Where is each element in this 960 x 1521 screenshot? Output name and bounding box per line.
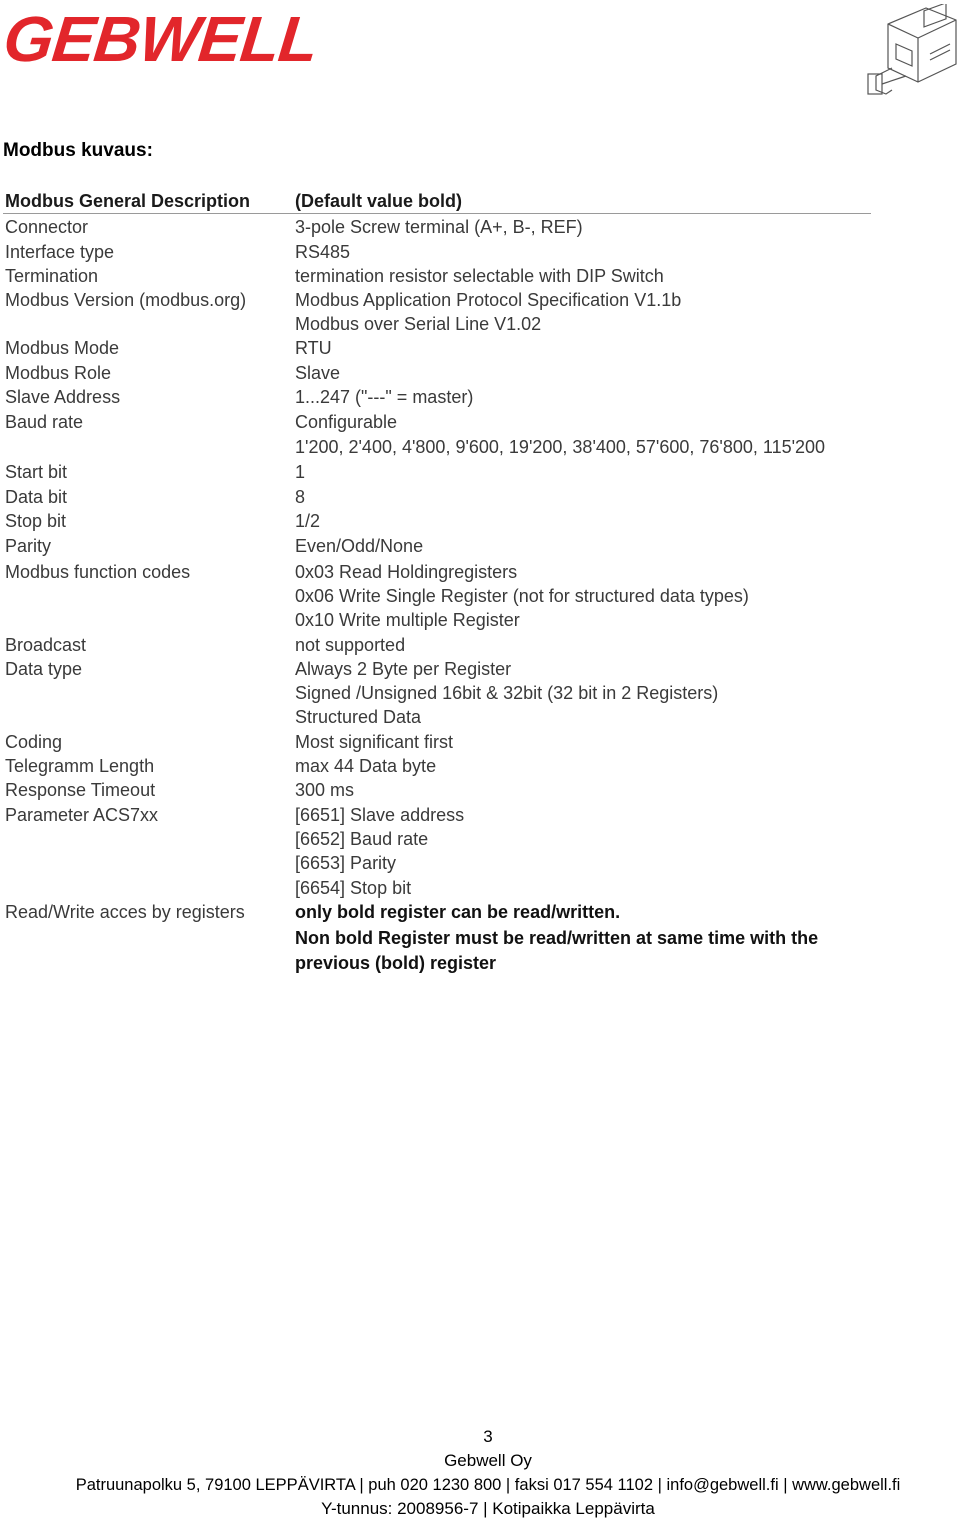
row-label-response-timeout: Response Timeout — [5, 780, 156, 800]
row-value-coding: Most significant first — [295, 732, 454, 752]
table-header-left: Modbus General Description — [5, 191, 251, 211]
row-value-start-bit: 1 — [295, 462, 306, 482]
row-value-baud-rate-1: Configurable — [295, 412, 398, 432]
row-label-baud-rate: Baud rate — [5, 412, 84, 432]
row-value-data-type-3: Structured Data — [295, 707, 422, 727]
row-label-start-bit: Start bit — [5, 462, 68, 482]
row-value-parameter-1: [6651] Slave address — [295, 805, 465, 825]
row-value-telegramm-length: max 44 Data byte — [295, 756, 437, 776]
page-number: 3 — [483, 1427, 493, 1446]
row-label-parameter-acs7xx: Parameter ACS7xx — [5, 805, 159, 825]
row-label-modbus-mode: Modbus Mode — [5, 338, 120, 358]
row-value-parameter-2: [6652] Baud rate — [295, 829, 429, 849]
row-value-data-type-2: Signed /Unsigned 16bit & 32bit (32 bit in 2 Registers) — [295, 683, 719, 703]
row-value-function-code-2: 0x06 Write Single Register (not for structured data types) — [295, 586, 749, 606]
page-title: Modbus kuvaus: — [3, 140, 153, 161]
header-divider — [3, 213, 871, 214]
row-value-data-type-1: Always 2 Byte per Register — [295, 659, 512, 679]
row-label-modbus-role: Modbus Role — [5, 363, 112, 383]
row-label-data-bit: Data bit — [5, 487, 68, 507]
row-label-data-type: Data type — [5, 659, 83, 679]
row-value-stop-bit: 1/2 — [295, 511, 321, 531]
footer-contact: Patruunapolku 5, 79100 LEPPÄVIRTA | puh 020 1230 800 | faksi 017 554 1102 | info@gebwell.fi | www.gebwell.fi — [75, 1476, 901, 1494]
row-label-termination: Termination — [5, 266, 99, 286]
row-value-modbus-version-1: Modbus Application Protocol Specification V1.1b — [295, 290, 682, 310]
row-value-function-code-1: 0x03 Read Holdingregisters — [295, 562, 518, 582]
row-value-modbus-mode: RTU — [295, 338, 332, 358]
row-value-read-write-1: only bold register can be read/written. — [295, 902, 621, 922]
row-label-modbus-version: Modbus Version (modbus.org) — [5, 290, 247, 310]
row-value-function-code-3: 0x10 Write multiple Register — [295, 610, 520, 630]
row-value-data-bit: 8 — [295, 487, 306, 507]
row-value-slave-address: 1...247 ("---" = master) — [295, 387, 474, 407]
row-value-parity: Even/Odd/None — [295, 536, 424, 556]
row-value-connector: 3-pole Screw terminal (A+, B-, REF) — [295, 217, 583, 237]
row-label-read-write: Read/Write acces by registers — [5, 902, 245, 922]
row-value-read-write-2: Non bold Register must be read/written at same time with the — [295, 928, 819, 948]
row-value-termination: termination resistor selectable with DIP Switch — [295, 266, 664, 286]
row-value-broadcast: not supported — [295, 635, 406, 655]
row-label-slave-address: Slave Address — [5, 387, 121, 407]
row-label-interface-type: Interface type — [5, 242, 115, 262]
row-value-interface-type: RS485 — [295, 242, 351, 262]
row-label-stop-bit: Stop bit — [5, 511, 67, 531]
row-value-baud-rate-2: 1'200, 2'400, 4'800, 9'600, 19'200, 38'400, 57'600, 76'800, 115'200 — [295, 437, 826, 457]
row-label-coding: Coding — [5, 732, 63, 752]
row-label-parity: Parity — [5, 536, 52, 556]
row-label-telegramm-length: Telegramm Length — [5, 756, 155, 776]
row-value-parameter-3: [6653] Parity — [295, 853, 397, 873]
row-value-modbus-role: Slave — [295, 363, 341, 383]
footer-registration: Y-tunnus: 2008956-7 | Kotipaikka Leppävirta — [321, 1499, 655, 1518]
table-header-right: (Default value bold) — [295, 191, 463, 211]
row-label-connector: Connector — [5, 217, 89, 237]
gebwell-logo: GEBWELL — [0, 3, 321, 75]
row-label-broadcast: Broadcast — [5, 635, 87, 655]
footer-company: Gebwell Oy — [444, 1451, 532, 1470]
row-value-read-write-3: previous (bold) register — [295, 953, 497, 973]
row-label-function-codes: Modbus function codes — [5, 562, 191, 582]
row-value-modbus-version-2: Modbus over Serial Line V1.02 — [295, 314, 542, 334]
row-value-parameter-4: [6654] Stop bit — [295, 878, 412, 898]
row-value-response-timeout: 300 ms — [295, 780, 355, 800]
